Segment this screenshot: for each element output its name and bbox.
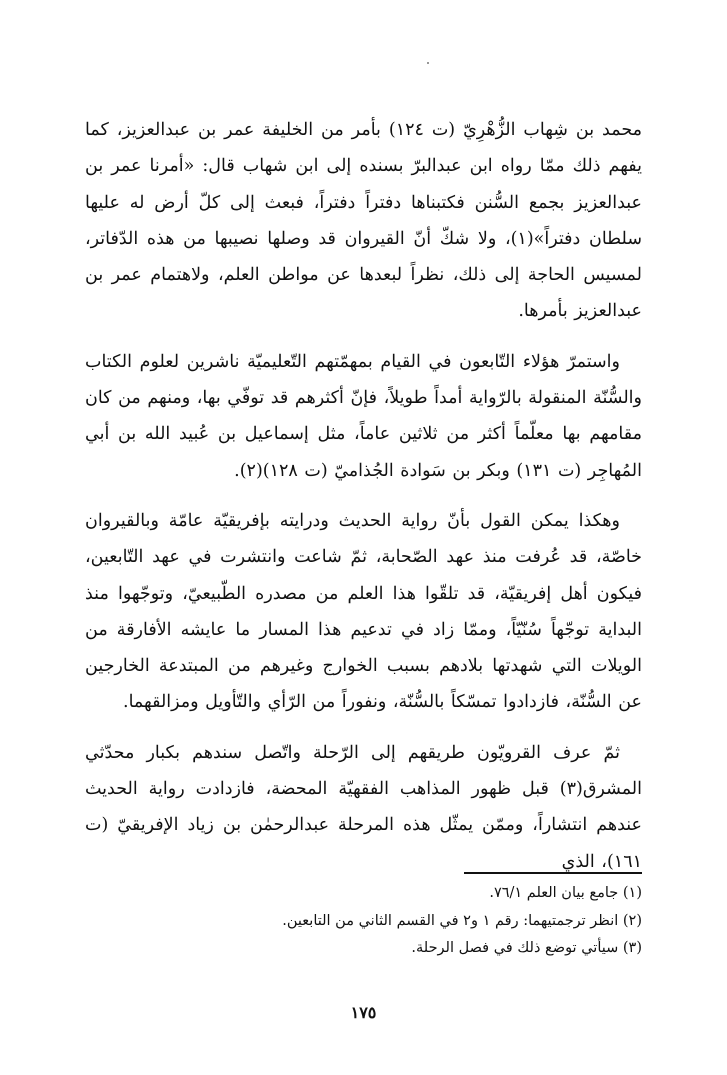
footnote-separator xyxy=(464,872,642,874)
scan-speck xyxy=(427,62,429,64)
paragraph-rihla: ثمّ عرف القرويّون طريقهم إلى الرّحلة واتّصل سندهم بكبار محدّثي المشرق(٣) قبل ظهور المذاهب الفقهيّة المحضة، فازدادت رواية الحديث عندهم انتشاراً، وممّن يمثّل هذه المرحلة عبدالرحمٰن بن زياد الإفريقيّ (ت ١٦١)، الذي xyxy=(85,742,642,872)
paragraph-zuhri: محمد بن شِهاب الزُّهْرِيّ (ت ١٢٤) بأمر من الخليفة عمر بن عبدالعزيز، كما يفهم ذلك ممّا رواه ابن عبدالبرّ بسنده إلى ابن شهاب قال: «أمرنا عمر بن عبدالعزيز بجمع السُّنن فكتبناها دفتراً دفتراً، فبعث إلى كلّ أرض له عليها سلطان دفتراً»(١)، ولا شكّ أنّ القيروان قد وصلها نصيبها من هذه الدّفاتر، لمسيس الحاجة إلى ذلك، نظراً لبعدها عن مواطن العلم، ولاهتمام عمر بن عبدالعزيز بأمرها. xyxy=(85,120,643,322)
paragraph-hadith-ifriqiya: وهكذا يمكن القول بأنّ رواية الحديث ودرايته بإفريقيّة عامّة وبالقيروان خاصّة، قد عُرفت منذ عهد الصّحابة، ثمّ شاعت وانتشرت في عهد التّابعين، فيكون أهل إفريقيّة، قد تلقّوا هذا العلم من مصدره الطّبيعيّ، وتوجّهوا منذ البداية توجّهاً سُنّيّاً، وممّا زاد في تدعيم هذا المسار ما عايشه الأفارقة من الويلات التي شهدتها بلادهم بسبب الخوارج وغيرهم من المبتدعة الخارجين عن السُّنّة، فازدادوا تمسّكاً بالسُّنّة، ونفوراً من الرّأي والتّأويل ومزالقهما. xyxy=(85,510,642,713)
page-number: ١٧٥ xyxy=(350,1003,377,1022)
footnote-2: (٢) انظر ترجمتيهما: رقم ١ و٢ في القسم الثاني من التابعين. xyxy=(282,912,642,929)
footnote-3: (٣) سيأتي توضع ذلك في فصل الرحلة. xyxy=(411,940,642,956)
footnotes xyxy=(85,880,642,963)
paragraph-tabiun: واستمرّ هؤلاء التّابعون في القيام بمهمّتهم التّعليميّة ناشرين لعلوم الكتاب والسُّنّة المنقولة بالرّواية أمداً طويلاً، فإنّ أكثرهم قد توفّي بها، ومنهم من كان مقامهم بها معلّماً أكثر من ثلاثين عاماً، مثل إسماعيل بن عُبيد الله بن أبي المُهاجِر (ت ١٣١) وبكر بن سَوادة الجُذاميّ (ت ١٢٨)(٢). xyxy=(85,351,642,481)
footnote-1: (١) جامع بيان العلم ٧٦/١. xyxy=(489,885,642,901)
